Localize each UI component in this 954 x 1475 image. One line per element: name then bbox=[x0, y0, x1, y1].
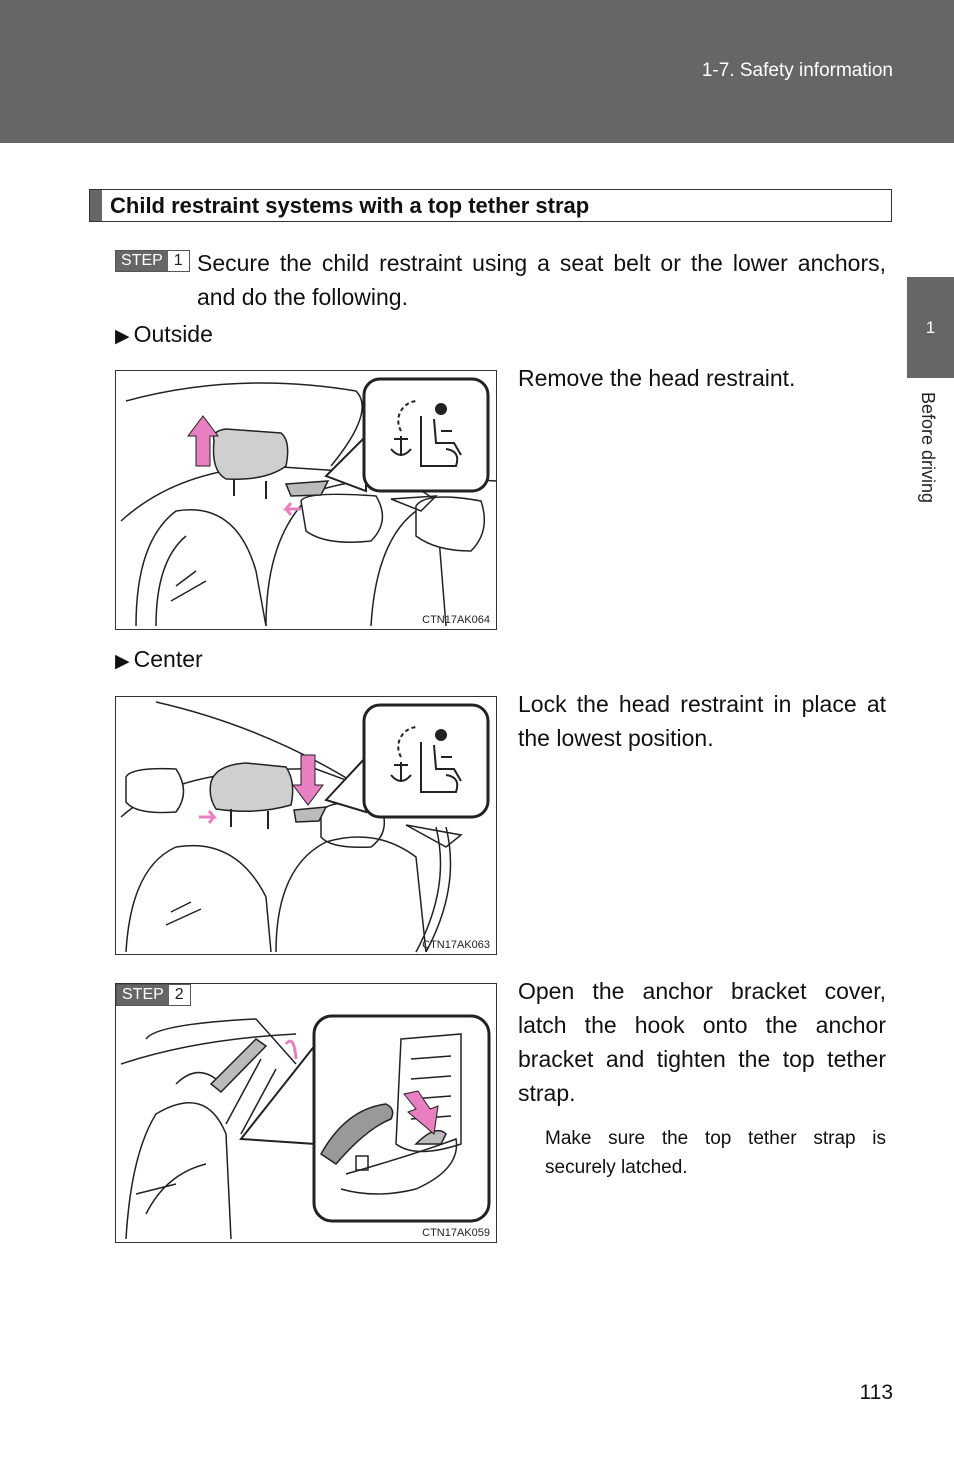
figure-code: CTN17AK063 bbox=[422, 939, 490, 951]
outside-heading bbox=[115, 321, 213, 348]
outside-label: Outside bbox=[133, 321, 213, 347]
outside-instruction: Remove the head restraint. bbox=[518, 365, 796, 391]
section-heading bbox=[89, 189, 892, 222]
heading-marker bbox=[90, 190, 102, 221]
step1-badge bbox=[115, 250, 190, 272]
step1-text: Secure the child restraint using a seat belt or the lower anchors, and do the following. bbox=[197, 250, 886, 310]
step2-instruction: Open the anchor bracket cover, latch the hook onto the anchor bracket and tighten the top tether strap. bbox=[518, 978, 886, 1106]
triangle-bullet-icon: ▶ bbox=[115, 326, 130, 347]
chapter-tab[interactable] bbox=[907, 277, 954, 378]
step-number: 1 bbox=[168, 251, 189, 271]
center-label: Center bbox=[133, 646, 203, 672]
step2-badge bbox=[116, 984, 191, 1006]
heading-title: Child restraint systems with a top tether strap bbox=[110, 192, 590, 218]
figure-step2 bbox=[115, 983, 497, 1243]
chapter-number: 1 bbox=[925, 317, 936, 337]
figure-center bbox=[115, 696, 497, 955]
figure-code: CTN17AK059 bbox=[422, 1227, 490, 1239]
step-label: STEP bbox=[117, 985, 169, 1005]
triangle-bullet-icon: ▶ bbox=[115, 651, 130, 672]
seat-illustration-center bbox=[116, 697, 497, 955]
figure-code: CTN17AK064 bbox=[422, 614, 490, 626]
center-instruction: Lock the head restraint in place at the lowest position. bbox=[518, 691, 886, 751]
header-bar bbox=[0, 0, 954, 143]
center-heading bbox=[115, 646, 203, 673]
section-label: 1-7. Safety information bbox=[701, 60, 893, 81]
seat-illustration-outside bbox=[116, 371, 497, 630]
figure-outside bbox=[115, 370, 497, 630]
step2-note: Make sure the top tether strap is securely latched. bbox=[545, 1128, 886, 1178]
step-label: STEP bbox=[116, 251, 168, 271]
step-number: 2 bbox=[169, 985, 190, 1005]
chapter-title: Before driving bbox=[918, 392, 938, 504]
page-number: 113 bbox=[859, 1381, 893, 1404]
anchor-bracket-illustration bbox=[116, 984, 497, 1243]
